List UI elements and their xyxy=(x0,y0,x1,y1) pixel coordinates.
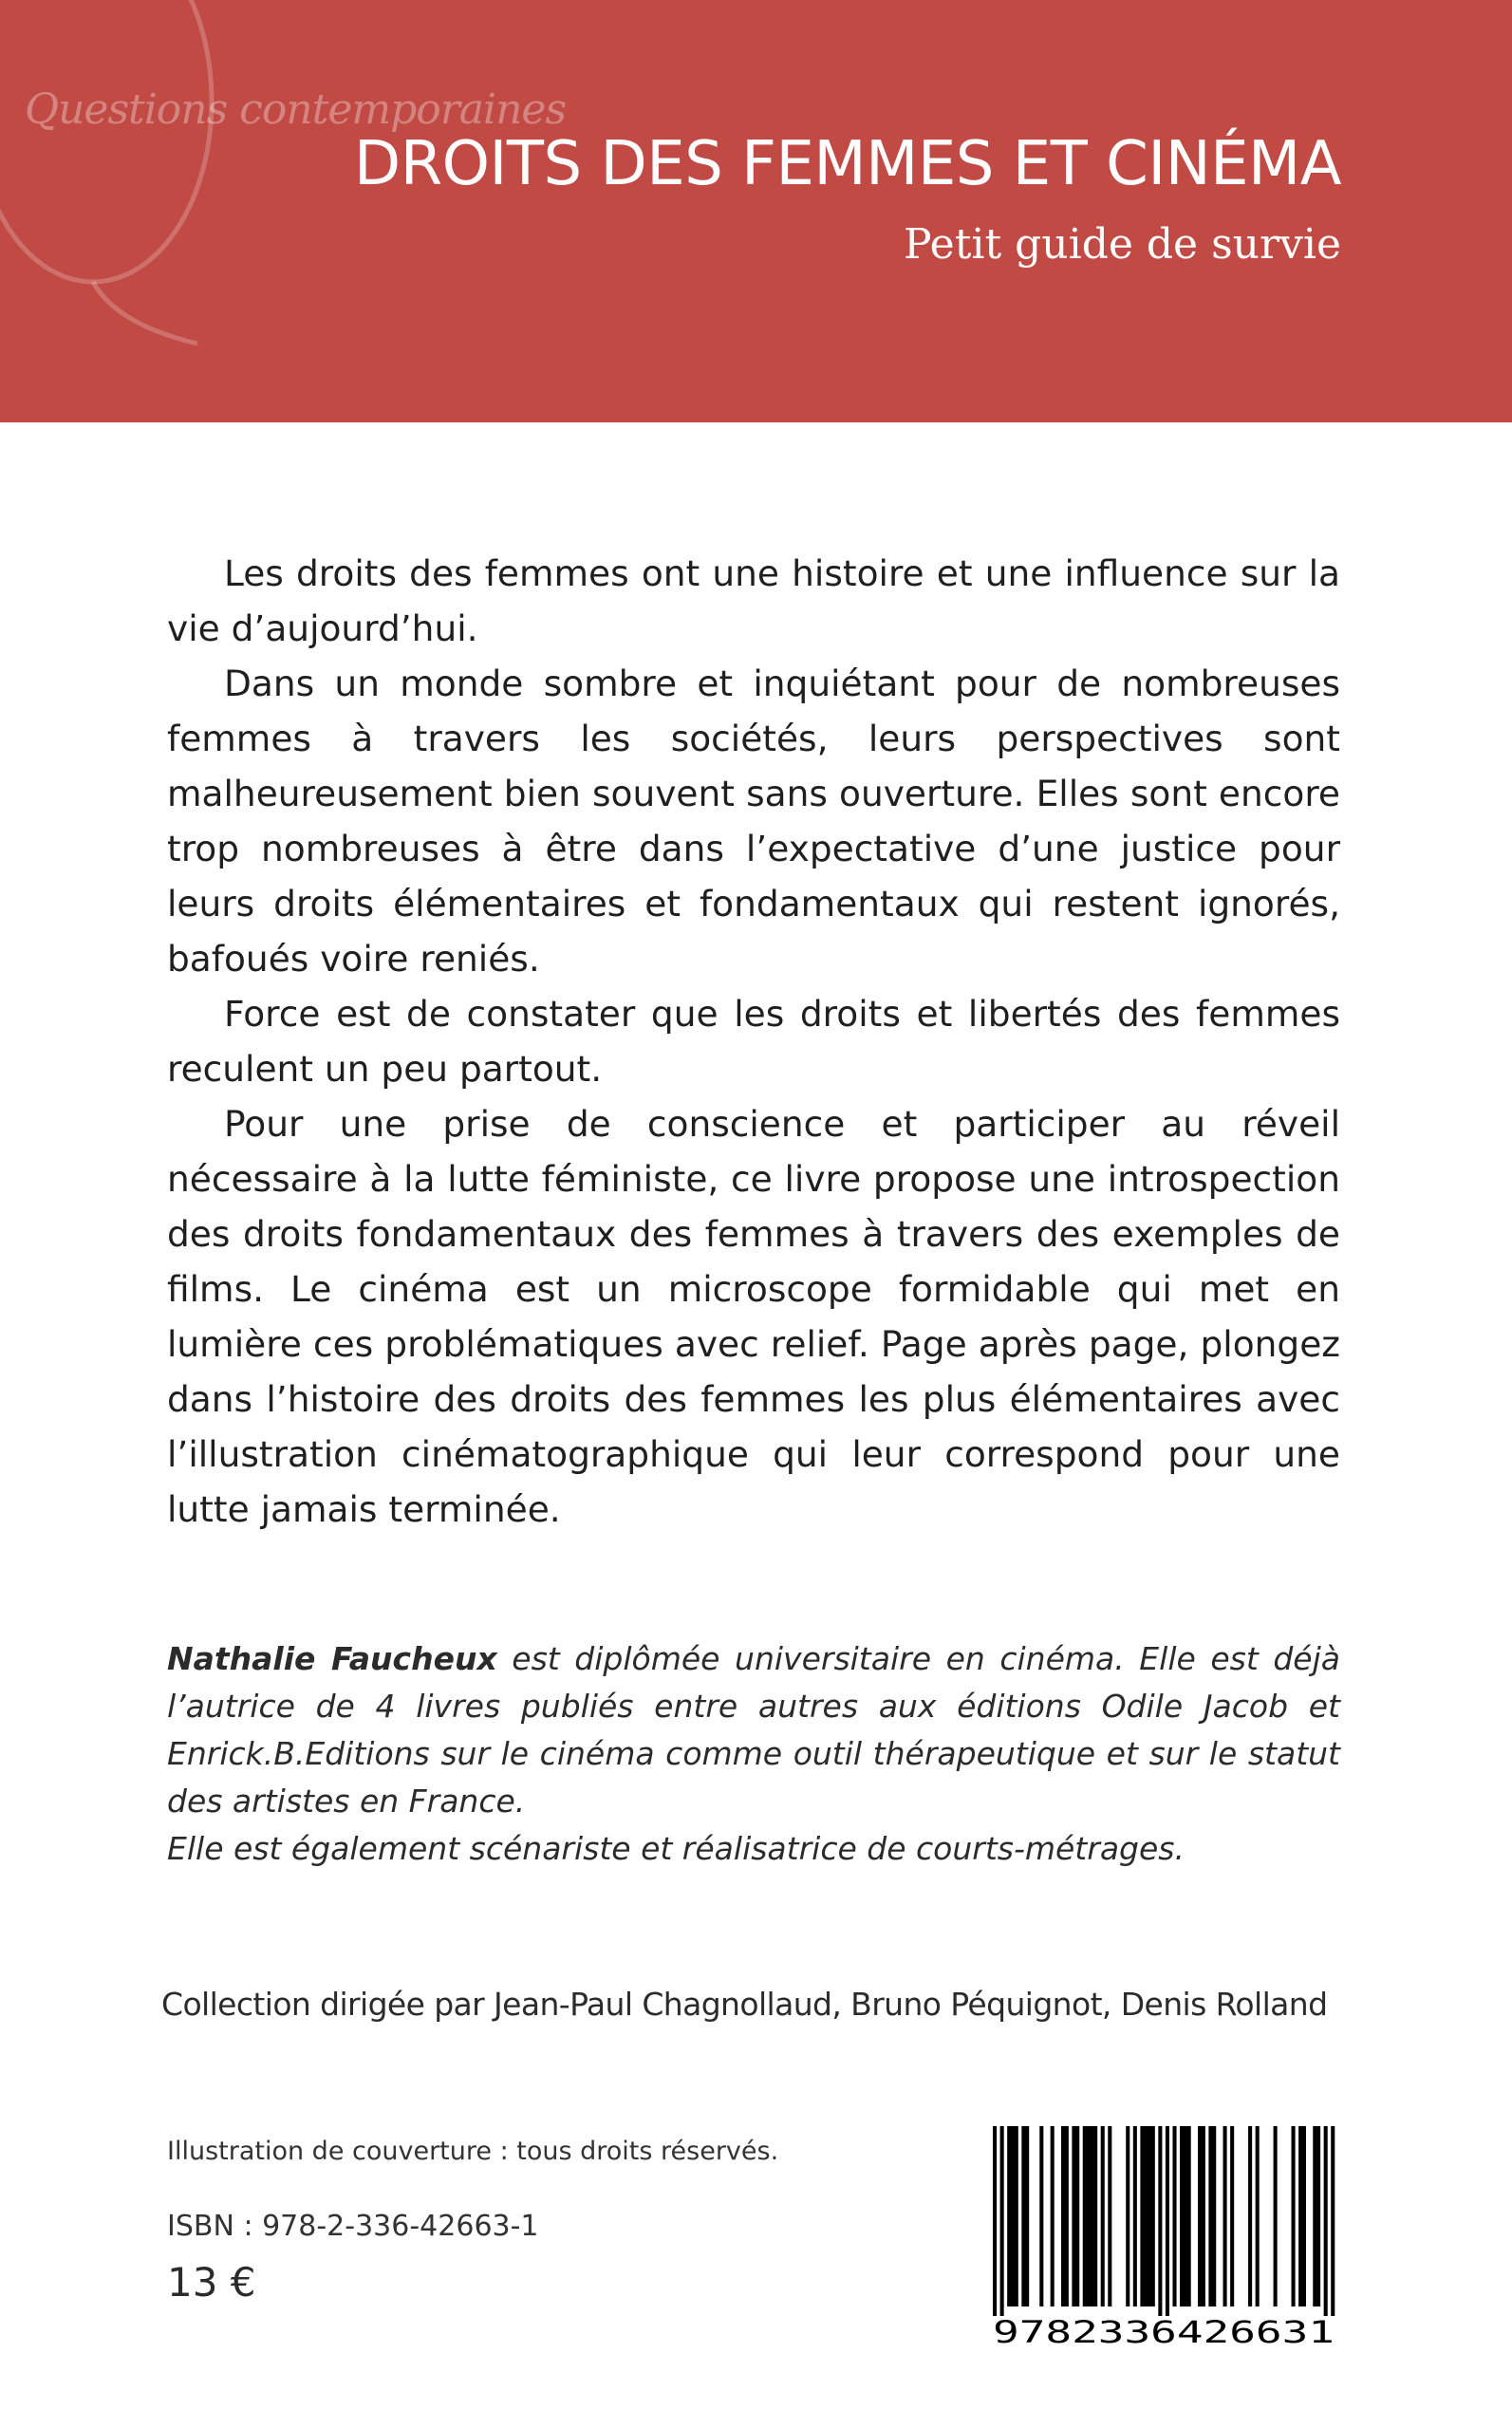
barcode-bar xyxy=(1126,2126,1129,2306)
barcode-digits: 9782336426631 xyxy=(993,2314,1335,2350)
barcode-bar xyxy=(1331,2126,1335,2316)
barcode-bar xyxy=(1083,2126,1087,2306)
barcode-bar xyxy=(1051,2126,1055,2306)
barcode-bar xyxy=(993,2126,997,2316)
author-bio xyxy=(167,1635,1340,1873)
blurb-paragraph: Force est de constater que les droits et libertés des femmes reculent un peu partout. xyxy=(167,993,1340,1090)
blurb-paragraph: Pour une prise de conscience et participer au réveil nécessaire à la lutte féministe, ce livre propose une introspection des droits fondamentaux des femmes à travers des exemples de films. Le cinéma est un microscope formidable qui met en lumière ces problématiques avec relief. Page après page, plongez dans l’histoire des droits des femmes les plus élémentaires avec l’illustration cinématographique qui leur correspond pour une lutte jamais terminée. xyxy=(167,1103,1340,1530)
author-bio-line2: Elle est également scénariste et réalisatrice de courts-métrages. xyxy=(167,1830,1185,1867)
barcode-bars xyxy=(993,2126,1335,2316)
barcode-bar xyxy=(1061,2126,1065,2306)
barcode-bar xyxy=(1202,2126,1205,2306)
barcode-bar xyxy=(1324,2126,1328,2316)
barcode-bar xyxy=(1172,2126,1176,2306)
book-title: DROITS DES FEMMES ET CINÉMA xyxy=(353,129,1341,199)
barcode-bar xyxy=(1158,2126,1162,2316)
barcode-bar xyxy=(1021,2126,1025,2306)
barcode-bar xyxy=(1316,2126,1320,2306)
barcode-bar xyxy=(1230,2126,1234,2306)
barcode-bar xyxy=(1198,2126,1202,2306)
barcode-bar xyxy=(1248,2126,1252,2306)
barcode-bar xyxy=(1007,2126,1011,2306)
barcode-bar xyxy=(1223,2126,1227,2306)
barcode-bar xyxy=(1184,2126,1187,2306)
barcode-bar xyxy=(1187,2126,1191,2306)
barcode-bar xyxy=(1011,2126,1015,2306)
series-q-logo-icon xyxy=(0,0,235,353)
book-subtitle: Petit guide de survie xyxy=(904,220,1341,269)
cover-header-band xyxy=(0,0,1512,422)
barcode-bar xyxy=(1108,2126,1111,2306)
barcode-bar xyxy=(1087,2126,1091,2306)
barcode-bar xyxy=(1208,2126,1212,2306)
collection-directors: Collection dirigée par Jean-Paul Chagnollaud, Bruno Péquignot, Denis Rolland xyxy=(161,1986,1328,2023)
barcode-bar xyxy=(1065,2126,1069,2306)
barcode-bar xyxy=(1148,2126,1151,2306)
barcode-bar xyxy=(1166,2126,1169,2316)
illustration-credit: Illustration de couverture : tous droits réservés. xyxy=(167,2137,779,2166)
barcode-bar xyxy=(1140,2126,1144,2306)
barcode-bar xyxy=(1298,2126,1302,2306)
barcode-bar xyxy=(1039,2126,1043,2306)
barcode-bar xyxy=(1072,2126,1075,2306)
blurb-paragraph: Les droits des femmes ont une histoire et une influence sur la vie d’aujourd’hui. xyxy=(167,552,1340,649)
barcode-bar xyxy=(1313,2126,1316,2306)
isbn-barcode xyxy=(987,2122,1340,2350)
author-bio-paragraph xyxy=(167,1635,1340,1825)
blurb-paragraph: Dans un monde sombre et inquiétant pour de nombreuses femmes à travers les sociétés, leurs perspectives sont malheureusement bien souvent sans ouverture. Elles sont encore trop nombreuses à être dans l’expectative d’une justice pour leurs droits élémentaires et fondamentaux qui restent ignorés, bafoués voire reniés. xyxy=(167,663,1340,980)
author-name: Nathalie Faucheux xyxy=(167,1640,497,1677)
barcode-bar xyxy=(1302,2126,1306,2306)
price: 13 € xyxy=(167,2259,256,2306)
barcode-bar xyxy=(1101,2126,1105,2306)
barcode-bar xyxy=(1075,2126,1079,2306)
barcode-bar xyxy=(1212,2126,1216,2306)
barcode-bar xyxy=(1292,2126,1296,2306)
barcode-bar xyxy=(1015,2126,1018,2306)
barcode-bar xyxy=(1093,2126,1097,2306)
isbn-number: ISBN : 978-2-336-42663-1 xyxy=(167,2210,539,2243)
barcode-bar xyxy=(1025,2126,1029,2306)
barcode-bar xyxy=(1000,2126,1004,2316)
back-cover-blurb xyxy=(167,546,1340,1537)
barcode-bar xyxy=(1151,2126,1155,2306)
barcode-bar xyxy=(1274,2126,1278,2306)
barcode-bar xyxy=(1256,2126,1260,2306)
barcode-bar xyxy=(1090,2126,1093,2306)
barcode-bar xyxy=(1144,2126,1148,2306)
series-name: Questions contemporaines xyxy=(25,85,567,134)
author-bio-text: est diplômée universitaire en cinéma. Elle est déjà l’autrice de 4 livres publiés entre autres aux éditions Odile Jacob et Enrick.B.Editions sur le cinéma comme outil thérapeutique et sur le statut des artistes en France. xyxy=(167,1640,1341,1820)
barcode-bar xyxy=(1133,2126,1137,2306)
barcode-bar xyxy=(1180,2126,1184,2306)
